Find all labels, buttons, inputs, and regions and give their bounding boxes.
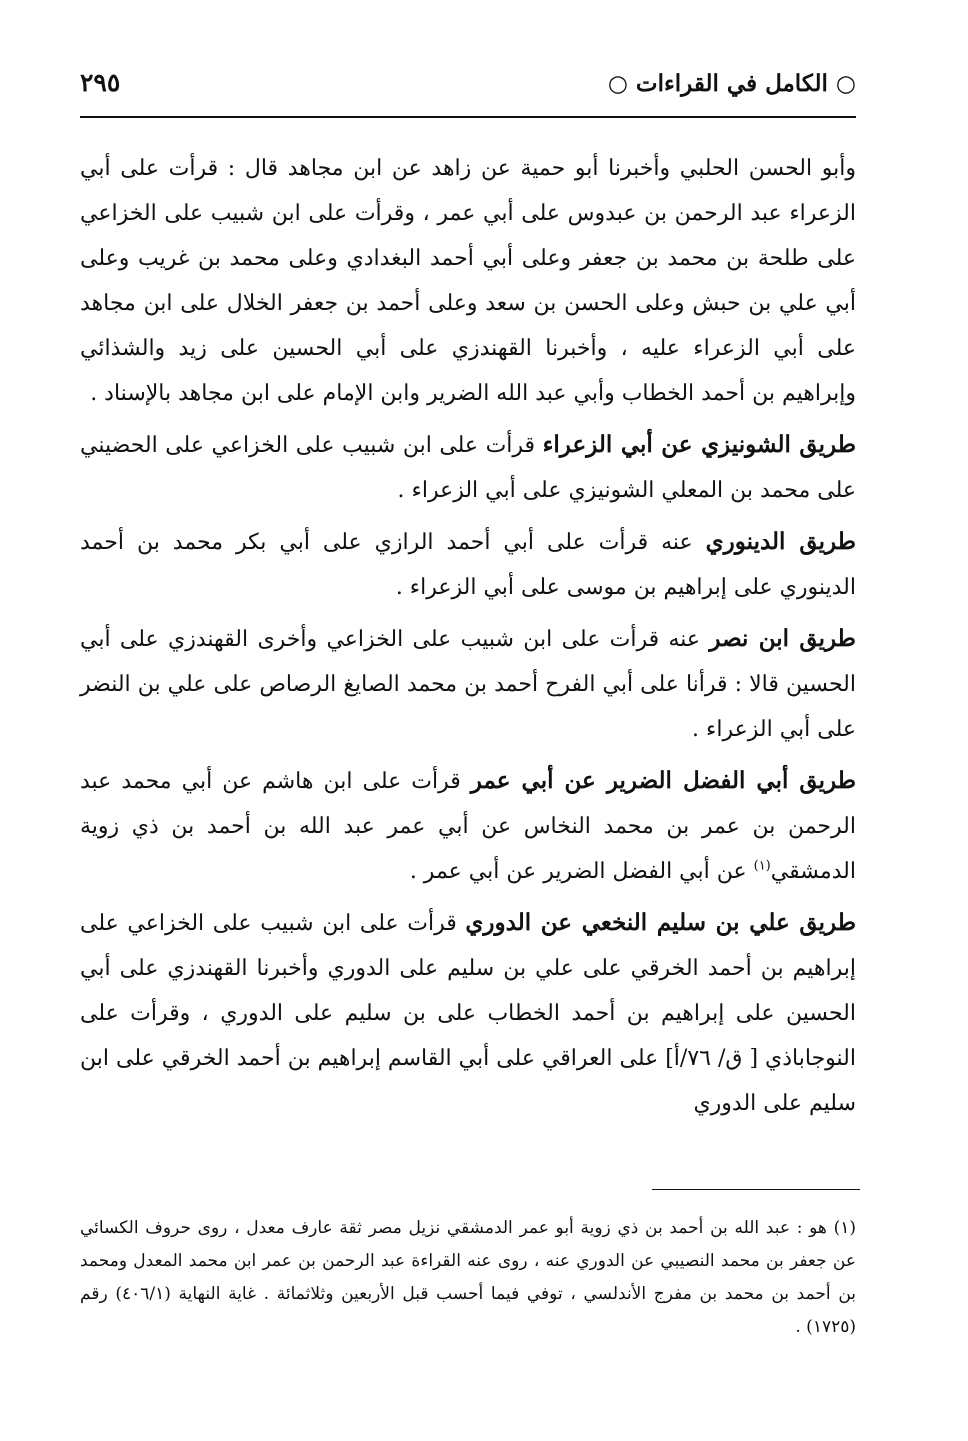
running-title: ○ الكامل في القراءات ○: [607, 70, 856, 97]
main-text: [80, 146, 856, 1132]
footnote-text: (١) هو : عبد الله بن أحمد بن ذي زوية أبو عمر الدمشقي نزيل مصر ثقة عارف معدل ، روى حروف الكسائي عن جعفر بن محمد النصيبي عن الدوري عنه ، روى عنه القراءة عبد الرحمن بن عمر ابن محمد المعدل ومحمد بن أحمد بن محمد بن مفرج الأندلسي ، توفي فيما أحسب قبل الأربعين وثلاثمائة . غاية النهاية (٤٠٦/١) رقم (١٧٢٥) .: [80, 1218, 856, 1337]
footnote-rule: [652, 1189, 860, 1190]
page-number: ٢٩٥: [80, 68, 121, 97]
paragraph-text: وأبو الحسن الحلبي وأخبرنا أبو حمية عن زاهد عن ابن مجاهد قال : قرأت على أبي الزعراء عبد الرحمن بن عبدوس على أبي عمر ، وقرأت على ابن شبيب على الخزاعي على طلحة بن محمد بن جعفر وعلى أبي أحمد البغدادي وعلى محمد بن غريب وعلى أبي علي بن حبش وعلى الحسن بن سعد وعلى أحمد بن جعفر الخلال على ابن مجاهد على أبي الزعراء عليه ، وأخبرنا القهندزي على أبي الحسين على زيد والشذائي وإبراهيم بن أحمد الخطاب وأبي عبد الله الضرير وابن الإمام على ابن مجاهد بالإسناد .: [80, 156, 856, 406]
paragraph-5: [80, 758, 856, 894]
paragraph-text: عنه قرأت على أبي أحمد الرازي على أبي بكر محمد بن أحمد الدينوري على إبراهيم بن موسى على أبي الزعراء .: [80, 530, 856, 600]
route-heading: طريق الشونيزي عن أبي الزعراء: [542, 431, 857, 458]
paragraph-2: [80, 422, 856, 513]
paragraph-6: [80, 900, 856, 1126]
paragraph-text-continued: عن أبي الفضل الضرير عن أبي عمر .: [409, 859, 754, 884]
route-heading: طريق علي بن سليم النخعي عن الدوري: [465, 909, 857, 936]
paragraph-text: قرأت على ابن شبيب على الخزاعي على إبراهيم بن أحمد الخرقي على علي بن سليم على الدوري وأخبرنا القهندزي على أبي الحسين على إبراهيم بن أحمد الخطاب على بن سليم على الدوري ، وقرأت على النوجاباذي [ ق/ ٧٦/أ] على العراقي على أبي القاسم إبراهيم بن أحمد الخرقي على ابن سليم على الدوري: [80, 911, 856, 1116]
footnote-reference: (١): [753, 858, 771, 874]
paragraph-text: عنه قرأت على ابن شبيب على الخزاعي وأخرى القهندزي على أبي الحسين قالا : قرأنا على أبي الفرح أحمد بن محمد الصايغ الرصاص على علي بن النضر على أبي الزعراء .: [80, 627, 856, 742]
route-heading: طريق أبي الفضل الضرير عن أبي عمر: [470, 767, 856, 794]
paragraph-text: قرأت على ابن هاشم عن أبي محمد عبد الرحمن بن عمر بن محمد النخاس عن أبي عمر عبد الله بن أحمد بن ذي زوية الدمشقي: [80, 769, 856, 884]
paragraph-1: [80, 146, 856, 416]
footnote: [80, 1212, 856, 1344]
route-heading: طريق ابن نصر: [709, 625, 856, 652]
paragraph-3: [80, 519, 856, 610]
route-heading: طريق الدينوري: [705, 528, 857, 555]
page-header: [80, 64, 856, 110]
header-rule: [80, 116, 856, 118]
paragraph-text: قرأت على ابن شبيب على الخزاعي على الحضيني على محمد بن المعلي الشونيزي على أبي الزعراء .: [80, 433, 856, 503]
paragraph-4: [80, 616, 856, 752]
